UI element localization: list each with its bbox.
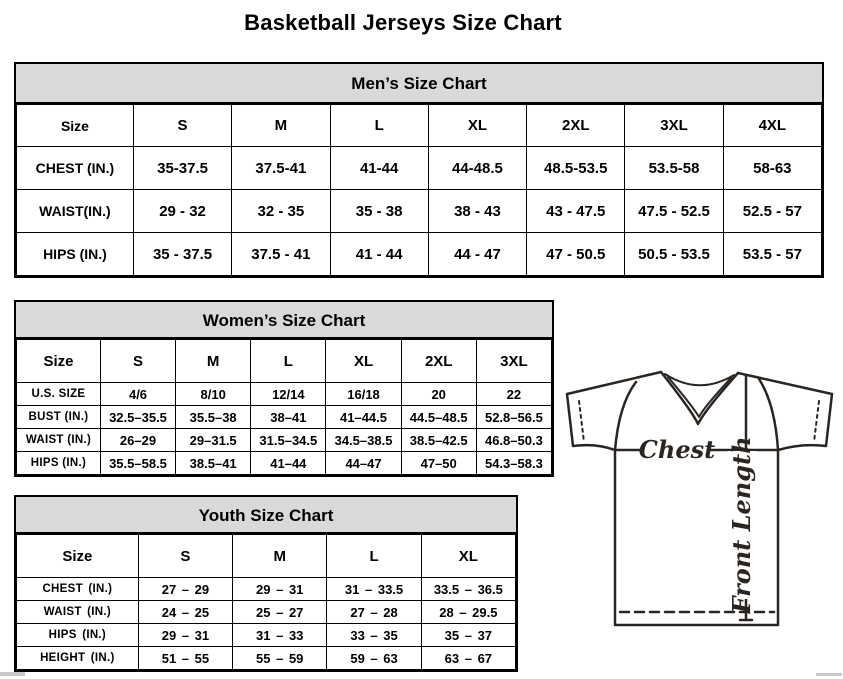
value-cell: 32 - 35 xyxy=(232,190,330,233)
value-cell: 41–44 xyxy=(251,452,326,475)
left-cuff-dashed-line xyxy=(579,401,584,442)
value-cell: 54.3–58.3 xyxy=(476,452,551,475)
mens-size-chart xyxy=(14,62,824,278)
right-cuff-dashed-line xyxy=(814,401,819,442)
table-row xyxy=(17,452,552,475)
horizontal-scrollbar-fragment-right[interactable] xyxy=(816,673,842,676)
value-cell: 52.5 - 57 xyxy=(723,190,821,233)
size-column-header: L xyxy=(327,535,421,578)
value-cell: 47–50 xyxy=(401,452,476,475)
value-cell: 44-48.5 xyxy=(428,147,526,190)
value-cell: 37.5 - 41 xyxy=(232,233,330,276)
value-cell: 41 - 44 xyxy=(330,233,428,276)
value-cell: 35.5–58.5 xyxy=(100,452,175,475)
value-cell: 31 – 33.5 xyxy=(327,578,421,601)
header-row xyxy=(17,535,516,578)
table-row xyxy=(17,624,516,647)
value-cell: 38–41 xyxy=(251,406,326,429)
value-cell: 53.5 - 57 xyxy=(723,233,821,276)
size-header-cell: Size xyxy=(17,105,134,147)
value-cell: 41–44.5 xyxy=(326,406,401,429)
value-cell: 27 – 28 xyxy=(327,601,421,624)
size-column-header: 3XL xyxy=(476,340,551,383)
value-cell: 59 – 63 xyxy=(327,647,421,670)
table-row xyxy=(17,147,822,190)
value-cell: 16/18 xyxy=(326,383,401,406)
table-row xyxy=(17,233,822,276)
size-column-header: XL xyxy=(421,535,515,578)
chest-label: Chest xyxy=(638,435,716,464)
value-cell: 51 – 55 xyxy=(138,647,232,670)
value-cell: 29 – 31 xyxy=(233,578,327,601)
size-header-cell: Size xyxy=(17,535,139,578)
row-label-cell: WAIST (IN.) xyxy=(17,601,139,624)
table-row xyxy=(17,578,516,601)
value-cell: 47 - 50.5 xyxy=(527,233,625,276)
size-column-header: 2XL xyxy=(401,340,476,383)
row-label-cell: WAIST(IN.) xyxy=(17,190,134,233)
value-cell: 44–47 xyxy=(326,452,401,475)
value-cell: 43 - 47.5 xyxy=(527,190,625,233)
value-cell: 38.5–41 xyxy=(176,452,251,475)
value-cell: 29 - 32 xyxy=(133,190,231,233)
value-cell: 29–31.5 xyxy=(176,429,251,452)
size-column-header: S xyxy=(133,105,231,147)
value-cell: 4/6 xyxy=(100,383,175,406)
jersey-diagram xyxy=(556,362,842,648)
front-length-label: Front Length xyxy=(727,436,756,614)
size-column-header: 4XL xyxy=(723,105,821,147)
value-cell: 38 - 43 xyxy=(428,190,526,233)
value-cell: 35 – 37 xyxy=(421,624,515,647)
row-label-cell: HIPS (IN.) xyxy=(17,452,101,475)
womens-chart-title: Women’s Size Chart xyxy=(16,302,552,339)
value-cell: 35 - 38 xyxy=(330,190,428,233)
value-cell: 27 – 29 xyxy=(138,578,232,601)
value-cell: 35-37.5 xyxy=(133,147,231,190)
value-cell: 41-44 xyxy=(330,147,428,190)
value-cell: 29 – 31 xyxy=(138,624,232,647)
value-cell: 31 – 33 xyxy=(233,624,327,647)
size-column-header: M xyxy=(232,105,330,147)
header-row xyxy=(17,340,552,383)
value-cell: 28 – 29.5 xyxy=(421,601,515,624)
left-sleeve-seam xyxy=(615,382,636,450)
value-cell: 58-63 xyxy=(723,147,821,190)
size-column-header: M xyxy=(233,535,327,578)
row-label-cell: WAIST (IN.) xyxy=(17,429,101,452)
row-label-cell: U.S. SIZE xyxy=(17,383,101,406)
size-column-header: M xyxy=(176,340,251,383)
value-cell: 34.5–38.5 xyxy=(326,429,401,452)
value-cell: 53.5-58 xyxy=(625,147,723,190)
value-cell: 12/14 xyxy=(251,383,326,406)
table-row xyxy=(17,601,516,624)
value-cell: 44 - 47 xyxy=(428,233,526,276)
value-cell: 52.8–56.5 xyxy=(476,406,551,429)
page-title: Basketball Jerseys Size Chart xyxy=(244,10,562,35)
value-cell: 44.5–48.5 xyxy=(401,406,476,429)
row-label-cell: HEIGHT (IN.) xyxy=(17,647,139,670)
table-row xyxy=(17,190,822,233)
value-cell: 32.5–35.5 xyxy=(100,406,175,429)
size-column-header: S xyxy=(138,535,232,578)
womens-table xyxy=(16,339,552,475)
value-cell: 63 – 67 xyxy=(421,647,515,670)
value-cell: 35.5–38 xyxy=(176,406,251,429)
row-label-cell: CHEST (IN.) xyxy=(17,147,134,190)
value-cell: 48.5-53.5 xyxy=(527,147,625,190)
value-cell: 31.5–34.5 xyxy=(251,429,326,452)
value-cell: 20 xyxy=(401,383,476,406)
value-cell: 37.5-41 xyxy=(232,147,330,190)
size-column-header: XL xyxy=(428,105,526,147)
header-row xyxy=(17,105,822,147)
table-row xyxy=(17,429,552,452)
horizontal-scrollbar-fragment-left[interactable] xyxy=(0,672,25,676)
size-header-cell: Size xyxy=(17,340,101,383)
womens-size-chart xyxy=(14,300,554,477)
youth-table xyxy=(16,534,516,670)
value-cell: 47.5 - 52.5 xyxy=(625,190,723,233)
size-column-header: 2XL xyxy=(527,105,625,147)
value-cell: 24 – 25 xyxy=(138,601,232,624)
value-cell: 46.8–50.3 xyxy=(476,429,551,452)
collar-back-curve xyxy=(665,374,734,385)
row-label-cell: BUST (IN.) xyxy=(17,406,101,429)
table-row xyxy=(17,383,552,406)
table-row xyxy=(17,406,552,429)
table-row xyxy=(17,647,516,670)
jersey-outline xyxy=(567,372,832,625)
size-column-header: L xyxy=(330,105,428,147)
row-label-cell: CHEST (IN.) xyxy=(17,578,139,601)
value-cell: 50.5 - 53.5 xyxy=(625,233,723,276)
mens-table xyxy=(16,104,822,276)
size-column-header: S xyxy=(100,340,175,383)
value-cell: 35 - 37.5 xyxy=(133,233,231,276)
mens-chart-title: Men’s Size Chart xyxy=(16,64,822,104)
size-column-header: XL xyxy=(326,340,401,383)
size-column-header: L xyxy=(251,340,326,383)
row-label-cell: HIPS (IN.) xyxy=(17,624,139,647)
value-cell: 22 xyxy=(476,383,551,406)
size-column-header: 3XL xyxy=(625,105,723,147)
row-label-cell: HIPS (IN.) xyxy=(17,233,134,276)
right-sleeve-seam xyxy=(759,379,778,450)
value-cell: 26–29 xyxy=(100,429,175,452)
youth-size-chart xyxy=(14,495,518,672)
value-cell: 55 – 59 xyxy=(233,647,327,670)
collar-inner-v xyxy=(668,377,731,417)
value-cell: 38.5–42.5 xyxy=(401,429,476,452)
value-cell: 33 – 35 xyxy=(327,624,421,647)
value-cell: 25 – 27 xyxy=(233,601,327,624)
youth-chart-title: Youth Size Chart xyxy=(16,497,516,534)
value-cell: 8/10 xyxy=(176,383,251,406)
value-cell: 33.5 – 36.5 xyxy=(421,578,515,601)
